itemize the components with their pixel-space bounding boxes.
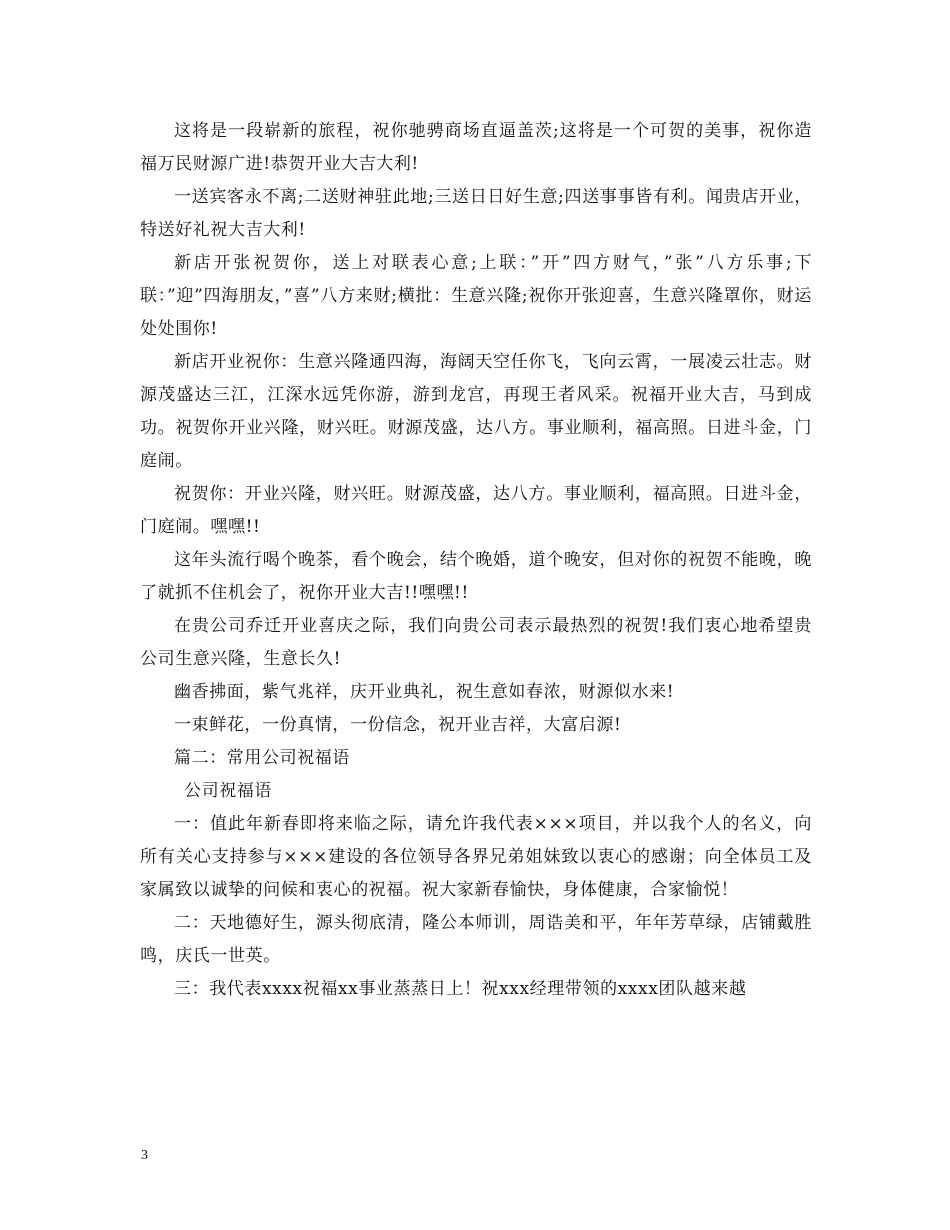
paragraph: 一：值此年新春即将来临之际，请允许我代表×××项目，并以我个人的名义，向所有关心支持参与×××建设的各位领导各界兄弟姐妹致以衷心的感谢；向全体员工及家属致以诚挚的问候和衷心的祝福。祝大家新春愉快，身体健康，合家愉悦！ <box>140 814 812 900</box>
paragraph: 三：我代表xxxx祝福xx事业蒸蒸日上！祝xxx经理带领的xxxx团队越来越 <box>174 979 747 999</box>
paragraph: 在贵公司乔迁开业喜庆之际，我们向贵公司表示最热烈的祝贺!我们衷心地希望贵公司生意兴隆，生意长久! <box>140 616 812 669</box>
section-title: 篇二：常用公司祝福语 <box>174 748 350 768</box>
paragraph: 二：天地德好生，源头彻底清，隆公本师训，周诰美和平，年年芳草绿，店铺戴胜鸣，庆氏一世英。 <box>140 913 812 966</box>
subsection-title: 公司祝福语 <box>184 781 272 801</box>
paragraph: 祝贺你：开业兴隆，财兴旺。财源茂盛，达八方。事业顺利，福高照。日进斗金，门庭闹。嘿嘿!! <box>140 484 812 537</box>
paragraph: 新店开业祝你：生意兴隆通四海，海阔天空任你飞，飞向云霄，一展凌云壮志。财源茂盛达三江，江深水远凭你游，游到龙宫，再现王者风采。祝福开业大吉，马到成功。祝贺你开业兴隆，财兴旺。财源茂盛，达八方。事业顺利，福高照。日进斗金，门庭闹。 <box>140 352 812 471</box>
paragraph: 幽香拂面，紫气兆祥，庆开业典礼，祝生意如春浓，财源似水来! <box>174 682 675 702</box>
page-number: 3 <box>141 1148 148 1163</box>
paragraph: 一送宾客永不离;二送财神驻此地;三送日日好生意;四送事事皆有利。闻贵店开业，特送好礼祝大吉大利! <box>140 187 812 240</box>
document-body <box>140 115 812 1006</box>
paragraph: 这年头流行喝个晚茶，看个晚会，结个晚婚，道个晚安，但对你的祝贺不能晚，晚了就抓不住机会了，祝你开业大吉!!嘿嘿!! <box>140 550 812 603</box>
paragraph: 这将是一段崭新的旅程，祝你驰骋商场直逼盖茨;这将是一个可贺的美事，祝你造福万民财源广进!恭贺开业大吉大利! <box>140 121 812 174</box>
paragraph: 新店开张祝贺你，送上对联表心意;上联：”开”四方财气，”张”八方乐事;下联：”迎”四海朋友，”喜”八方来财;横批：生意兴隆;祝你开张迎喜，生意兴隆罩你，财运处处围你! <box>140 253 812 339</box>
paragraph: 一束鲜花，一份真情，一份信念，祝开业吉祥，大富启源! <box>174 715 622 735</box>
